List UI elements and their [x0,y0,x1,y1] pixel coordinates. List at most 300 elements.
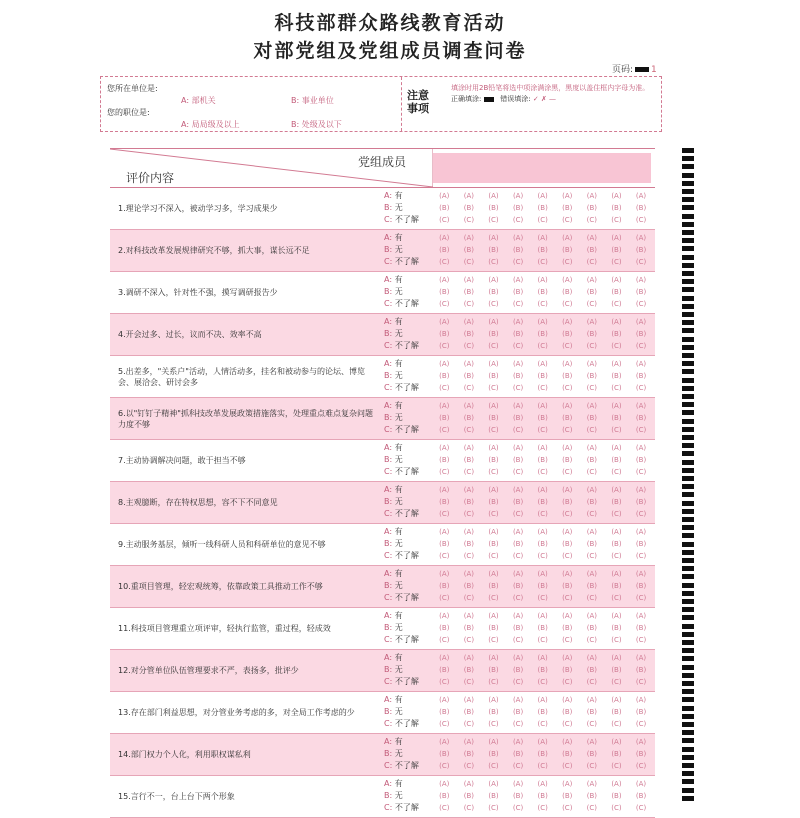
answer-bubble[interactable]: (B) [635,456,647,464]
answer-bubble[interactable]: (C) [537,720,548,728]
answer-bubble[interactable]: (A) [488,360,499,368]
answer-bubble[interactable]: (A) [439,486,450,494]
answer-bubble[interactable]: (C) [512,258,524,266]
answer-bubble[interactable]: (C) [562,510,573,518]
answer-bubble[interactable]: (A) [635,486,647,494]
answer-bubble[interactable]: (B) [512,708,524,716]
answer-bubble[interactable]: (B) [562,708,573,716]
answer-bubble[interactable]: (C) [512,384,524,392]
answer-bubble[interactable]: (C) [537,342,548,350]
answer-bubble[interactable]: (B) [635,624,647,632]
answer-bubble[interactable]: (C) [586,426,598,434]
answer-bubble[interactable]: (B) [586,498,597,506]
answer-bubble[interactable]: (A) [562,654,573,662]
answer-bubble[interactable]: (B) [488,456,499,464]
answer-bubble[interactable]: (C) [463,384,475,392]
answer-bubble[interactable]: (B) [439,750,450,758]
answer-bubble[interactable]: (C) [512,342,524,350]
answer-bubble[interactable]: (A) [586,276,597,284]
answer-bubble[interactable]: (C) [586,804,598,812]
answer-bubble[interactable]: (A) [463,696,475,704]
answer-bubble[interactable]: (C) [537,216,548,224]
answer-bubble[interactable]: (B) [463,582,475,590]
answer-bubble[interactable]: (B) [439,288,450,296]
answer-bubble[interactable]: (C) [611,636,622,644]
answer-bubble[interactable]: (C) [635,384,647,392]
answer-bubble[interactable]: (A) [586,738,597,746]
answer-bubble[interactable]: (A) [611,402,622,410]
answer-bubble[interactable]: (B) [586,750,597,758]
answer-bubble[interactable]: (C) [611,468,622,476]
answer-bubble[interactable]: (A) [488,612,499,620]
answer-bubble[interactable]: (C) [439,636,450,644]
answer-bubble[interactable]: (B) [512,540,524,548]
answer-bubble[interactable]: (A) [562,570,573,578]
answer-bubble[interactable]: (A) [512,780,524,788]
answer-bubble[interactable]: (B) [635,414,647,422]
answer-bubble[interactable]: (A) [463,570,475,578]
answer-bubble[interactable]: (A) [562,696,573,704]
answer-bubble[interactable]: (A) [635,654,647,662]
answer-bubble[interactable]: (C) [439,426,450,434]
answer-bubble[interactable]: (A) [537,360,548,368]
answer-bubble[interactable]: (B) [512,204,524,212]
answer-bubble[interactable]: (A) [611,444,622,452]
answer-bubble[interactable]: (B) [488,288,499,296]
answer-bubble[interactable]: (A) [635,612,647,620]
answer-bubble[interactable]: (B) [537,750,548,758]
answer-bubble[interactable]: (B) [512,624,524,632]
answer-bubble[interactable]: (B) [586,456,597,464]
answer-bubble[interactable]: (A) [439,276,450,284]
answer-bubble[interactable]: (C) [488,804,499,812]
answer-bubble[interactable]: (C) [439,720,450,728]
answer-bubble[interactable]: (B) [537,204,548,212]
answer-bubble[interactable]: (B) [439,792,450,800]
answer-bubble[interactable]: (B) [512,498,524,506]
answer-bubble[interactable]: (A) [635,276,647,284]
answer-bubble[interactable]: (A) [439,318,450,326]
answer-bubble[interactable]: (C) [635,720,647,728]
answer-bubble[interactable]: (B) [586,414,597,422]
answer-bubble[interactable]: (A) [611,276,622,284]
answer-bubble[interactable]: (A) [562,360,573,368]
answer-bubble[interactable]: (B) [586,540,597,548]
answer-bubble[interactable]: (B) [488,582,499,590]
answer-bubble[interactable]: (B) [562,666,573,674]
answer-bubble[interactable]: (B) [512,666,524,674]
answer-bubble[interactable]: (B) [586,708,597,716]
answer-bubble[interactable]: (B) [635,582,647,590]
answer-bubble[interactable]: (C) [463,300,475,308]
answer-bubble[interactable]: (A) [512,612,524,620]
answer-bubble[interactable]: (B) [562,414,573,422]
answer-bubble[interactable]: (C) [512,636,524,644]
answer-bubble[interactable]: (C) [635,300,647,308]
answer-bubble[interactable]: (C) [562,804,573,812]
answer-bubble[interactable]: (A) [463,612,475,620]
answer-bubble[interactable]: (C) [611,720,622,728]
answer-bubble[interactable]: (B) [537,414,548,422]
answer-bubble[interactable]: (C) [586,216,598,224]
answer-bubble[interactable]: (B) [611,414,622,422]
answer-bubble[interactable]: (B) [537,498,548,506]
answer-bubble[interactable]: (B) [512,456,524,464]
answer-bubble[interactable]: (B) [586,624,597,632]
answer-bubble[interactable]: (A) [488,318,499,326]
answer-bubble[interactable]: (B) [488,666,499,674]
answer-bubble[interactable]: (B) [537,708,548,716]
answer-bubble[interactable]: (C) [586,594,598,602]
answer-bubble[interactable]: (C) [537,384,548,392]
answer-bubble[interactable]: (B) [586,372,597,380]
answer-bubble[interactable]: (B) [611,750,622,758]
answer-bubble[interactable]: (B) [635,540,647,548]
answer-bubble[interactable]: (C) [512,720,524,728]
answer-bubble[interactable]: (B) [512,246,524,254]
answer-bubble[interactable]: (A) [562,486,573,494]
answer-bubble[interactable]: (C) [635,552,647,560]
answer-bubble[interactable]: (A) [635,234,647,242]
answer-bubble[interactable]: (B) [562,246,573,254]
answer-bubble[interactable]: (A) [537,234,548,242]
answer-bubble[interactable]: (A) [586,570,597,578]
answer-bubble[interactable]: (C) [463,636,475,644]
answer-bubble[interactable]: (A) [439,570,450,578]
answer-bubble[interactable]: (C) [562,258,573,266]
answer-bubble[interactable]: (A) [512,738,524,746]
answer-bubble[interactable]: (A) [586,486,597,494]
answer-bubble[interactable]: (B) [562,498,573,506]
answer-bubble[interactable]: (C) [562,384,573,392]
answer-bubble[interactable]: (C) [488,300,499,308]
answer-bubble[interactable]: (A) [562,738,573,746]
answer-bubble[interactable]: (B) [512,582,524,590]
answer-bubble[interactable]: (A) [537,780,548,788]
answer-bubble[interactable]: (C) [463,342,475,350]
answer-bubble[interactable]: (A) [635,696,647,704]
answer-bubble[interactable]: (A) [586,444,597,452]
answer-bubble[interactable]: (A) [512,528,524,536]
answer-bubble[interactable]: (C) [463,216,475,224]
answer-bubble[interactable]: (C) [611,426,622,434]
answer-bubble[interactable]: (C) [611,804,622,812]
answer-bubble[interactable]: (A) [512,234,524,242]
answer-bubble[interactable]: (A) [463,654,475,662]
answer-bubble[interactable]: (A) [512,654,524,662]
answer-bubble[interactable]: (B) [611,624,622,632]
position-option-a[interactable]: A: 局局级及以上 [181,120,240,129]
answer-bubble[interactable]: (A) [635,738,647,746]
answer-bubble[interactable]: (B) [488,540,499,548]
answer-bubble[interactable]: (B) [512,330,524,338]
answer-bubble[interactable]: (A) [488,444,499,452]
answer-bubble[interactable]: (B) [562,792,573,800]
answer-bubble[interactable]: (C) [463,594,475,602]
answer-bubble[interactable]: (B) [562,456,573,464]
answer-bubble[interactable]: (A) [586,360,597,368]
answer-bubble[interactable]: (C) [611,510,622,518]
answer-bubble[interactable]: (C) [463,720,475,728]
answer-bubble[interactable]: (B) [635,498,647,506]
answer-bubble[interactable]: (C) [537,636,548,644]
answer-bubble[interactable]: (B) [512,792,524,800]
answer-bubble[interactable]: (C) [586,300,598,308]
answer-bubble[interactable]: (A) [611,738,622,746]
answer-bubble[interactable]: (C) [488,636,499,644]
answer-bubble[interactable]: (A) [488,276,499,284]
answer-bubble[interactable]: (B) [463,246,475,254]
answer-bubble[interactable]: (B) [463,624,475,632]
answer-bubble[interactable]: (A) [635,444,647,452]
answer-bubble[interactable]: (C) [586,468,598,476]
answer-bubble[interactable]: (A) [512,360,524,368]
answer-bubble[interactable]: (A) [488,570,499,578]
answer-bubble[interactable]: (B) [635,666,647,674]
answer-bubble[interactable]: (C) [537,552,548,560]
answer-bubble[interactable]: (B) [488,708,499,716]
answer-bubble[interactable]: (C) [611,258,622,266]
answer-bubble[interactable]: (A) [537,612,548,620]
position-option-b[interactable]: B: 处级及以下 [291,120,342,129]
answer-bubble[interactable]: (B) [439,204,450,212]
answer-bubble[interactable]: (C) [439,258,450,266]
answer-bubble[interactable]: (A) [439,738,450,746]
answer-bubble[interactable]: (B) [512,372,524,380]
answer-bubble[interactable]: (C) [635,468,647,476]
answer-bubble[interactable]: (B) [512,288,524,296]
answer-bubble[interactable]: (C) [439,342,450,350]
answer-bubble[interactable]: (C) [439,552,450,560]
answer-bubble[interactable]: (B) [463,372,475,380]
answer-bubble[interactable]: (A) [611,612,622,620]
answer-bubble[interactable]: (C) [562,342,573,350]
answer-bubble[interactable]: (B) [586,666,597,674]
answer-bubble[interactable]: (A) [439,444,450,452]
answer-bubble[interactable]: (B) [586,330,597,338]
answer-bubble[interactable]: (C) [635,426,647,434]
answer-bubble[interactable]: (B) [488,372,499,380]
answer-bubble[interactable]: (B) [562,288,573,296]
answer-bubble[interactable]: (A) [463,444,475,452]
answer-bubble[interactable]: (B) [439,582,450,590]
answer-bubble[interactable]: (B) [439,540,450,548]
answer-bubble[interactable]: (A) [537,738,548,746]
answer-bubble[interactable]: (B) [611,582,622,590]
answer-bubble[interactable]: (C) [611,594,622,602]
answer-bubble[interactable]: (C) [611,762,622,770]
answer-bubble[interactable]: (C) [586,510,598,518]
answer-bubble[interactable]: (C) [512,804,524,812]
answer-bubble[interactable]: (A) [439,192,450,200]
answer-bubble[interactable]: (C) [562,678,573,686]
answer-bubble[interactable]: (C) [611,216,622,224]
answer-bubble[interactable]: (C) [488,762,499,770]
answer-bubble[interactable]: (C) [635,762,647,770]
answer-bubble[interactable]: (A) [512,444,524,452]
answer-bubble[interactable]: (C) [635,342,647,350]
answer-bubble[interactable]: (A) [463,780,475,788]
answer-bubble[interactable]: (A) [562,780,573,788]
answer-bubble[interactable]: (B) [611,372,622,380]
answer-bubble[interactable]: (A) [537,570,548,578]
answer-bubble[interactable]: (A) [488,738,499,746]
answer-bubble[interactable]: (C) [512,300,524,308]
answer-bubble[interactable]: (C) [586,762,598,770]
answer-bubble[interactable]: (A) [611,360,622,368]
answer-bubble[interactable]: (B) [562,582,573,590]
answer-bubble[interactable]: (C) [586,552,598,560]
answer-bubble[interactable]: (B) [611,498,622,506]
answer-bubble[interactable]: (A) [562,402,573,410]
answer-bubble[interactable]: (A) [586,528,597,536]
answer-bubble[interactable]: (B) [537,624,548,632]
answer-bubble[interactable]: (B) [488,750,499,758]
answer-bubble[interactable]: (A) [463,276,475,284]
answer-bubble[interactable]: (B) [488,414,499,422]
answer-bubble[interactable]: (C) [537,594,548,602]
answer-bubble[interactable]: (C) [512,552,524,560]
answer-bubble[interactable]: (B) [586,204,597,212]
answer-bubble[interactable]: (A) [488,528,499,536]
answer-bubble[interactable]: (B) [562,204,573,212]
answer-bubble[interactable]: (A) [512,402,524,410]
answer-bubble[interactable]: (B) [537,582,548,590]
answer-bubble[interactable]: (B) [635,372,647,380]
answer-bubble[interactable]: (C) [562,552,573,560]
answer-bubble[interactable]: (A) [611,780,622,788]
answer-bubble[interactable]: (B) [537,246,548,254]
answer-bubble[interactable]: (C) [586,636,598,644]
answer-bubble[interactable]: (C) [439,300,450,308]
answer-bubble[interactable]: (B) [611,792,622,800]
unit-option-b[interactable]: B: 事业单位 [291,96,334,105]
answer-bubble[interactable]: (B) [611,246,622,254]
answer-bubble[interactable]: (B) [488,330,499,338]
answer-bubble[interactable]: (C) [611,300,622,308]
answer-bubble[interactable]: (B) [635,204,647,212]
answer-bubble[interactable]: (A) [488,192,499,200]
answer-bubble[interactable]: (C) [635,678,647,686]
answer-bubble[interactable]: (A) [562,528,573,536]
answer-bubble[interactable]: (A) [512,570,524,578]
answer-bubble[interactable]: (A) [611,696,622,704]
answer-bubble[interactable]: (C) [562,720,573,728]
answer-bubble[interactable]: (C) [463,468,475,476]
answer-bubble[interactable]: (C) [562,636,573,644]
answer-bubble[interactable]: (C) [611,384,622,392]
answer-bubble[interactable]: (C) [488,678,499,686]
answer-bubble[interactable]: (B) [439,330,450,338]
answer-bubble[interactable]: (A) [586,318,597,326]
answer-bubble[interactable]: (B) [635,330,647,338]
answer-bubble[interactable]: (B) [439,414,450,422]
answer-bubble[interactable]: (A) [586,234,597,242]
answer-bubble[interactable]: (A) [611,528,622,536]
answer-bubble[interactable]: (A) [611,192,622,200]
answer-bubble[interactable]: (C) [488,216,499,224]
answer-bubble[interactable]: (C) [488,720,499,728]
answer-bubble[interactable]: (A) [488,696,499,704]
answer-bubble[interactable]: (C) [488,342,499,350]
answer-bubble[interactable]: (C) [586,258,598,266]
answer-bubble[interactable]: (A) [635,528,647,536]
answer-bubble[interactable]: (A) [463,402,475,410]
answer-bubble[interactable]: (A) [562,444,573,452]
answer-bubble[interactable]: (A) [463,360,475,368]
answer-bubble[interactable]: (B) [439,708,450,716]
answer-bubble[interactable]: (A) [611,234,622,242]
answer-bubble[interactable]: (B) [537,666,548,674]
answer-bubble[interactable]: (A) [512,486,524,494]
answer-bubble[interactable]: (A) [512,696,524,704]
answer-bubble[interactable]: (C) [488,258,499,266]
answer-bubble[interactable]: (A) [488,486,499,494]
answer-bubble[interactable]: (C) [635,594,647,602]
answer-bubble[interactable]: (B) [537,540,548,548]
answer-bubble[interactable]: (B) [562,330,573,338]
answer-bubble[interactable]: (C) [611,342,622,350]
answer-bubble[interactable]: (C) [439,468,450,476]
answer-bubble[interactable]: (B) [463,498,475,506]
answer-bubble[interactable]: (A) [611,570,622,578]
answer-bubble[interactable]: (A) [562,234,573,242]
answer-bubble[interactable]: (A) [537,528,548,536]
answer-bubble[interactable]: (A) [537,486,548,494]
answer-bubble[interactable]: (A) [488,654,499,662]
answer-bubble[interactable]: (A) [635,780,647,788]
answer-bubble[interactable]: (B) [463,666,475,674]
answer-bubble[interactable]: (C) [439,804,450,812]
answer-bubble[interactable]: (C) [611,552,622,560]
answer-bubble[interactable]: (A) [635,318,647,326]
answer-bubble[interactable]: (A) [439,360,450,368]
answer-bubble[interactable]: (B) [488,246,499,254]
answer-bubble[interactable]: (C) [537,762,548,770]
answer-bubble[interactable]: (A) [611,318,622,326]
answer-bubble[interactable]: (C) [562,300,573,308]
answer-bubble[interactable]: (A) [439,234,450,242]
answer-bubble[interactable]: (B) [463,708,475,716]
answer-bubble[interactable]: (C) [512,678,524,686]
answer-bubble[interactable]: (B) [611,204,622,212]
answer-bubble[interactable]: (B) [439,456,450,464]
answer-bubble[interactable]: (C) [537,426,548,434]
answer-bubble[interactable]: (A) [512,192,524,200]
answer-bubble[interactable]: (B) [586,792,597,800]
answer-bubble[interactable]: (C) [488,552,499,560]
answer-bubble[interactable]: (A) [586,402,597,410]
answer-bubble[interactable]: (B) [463,204,475,212]
answer-bubble[interactable]: (C) [537,678,548,686]
answer-bubble[interactable]: (B) [611,456,622,464]
answer-bubble[interactable]: (A) [537,402,548,410]
answer-bubble[interactable]: (A) [562,612,573,620]
answer-bubble[interactable]: (C) [586,342,598,350]
answer-bubble[interactable]: (A) [488,402,499,410]
answer-bubble[interactable]: (C) [439,678,450,686]
answer-bubble[interactable]: (C) [488,468,499,476]
answer-bubble[interactable]: (A) [562,276,573,284]
answer-bubble[interactable]: (A) [463,192,475,200]
answer-bubble[interactable]: (B) [463,540,475,548]
answer-bubble[interactable]: (B) [488,792,499,800]
answer-bubble[interactable]: (A) [439,612,450,620]
answer-bubble[interactable]: (A) [537,192,548,200]
answer-bubble[interactable]: (B) [439,246,450,254]
answer-bubble[interactable]: (B) [635,246,647,254]
answer-bubble[interactable]: (A) [635,402,647,410]
